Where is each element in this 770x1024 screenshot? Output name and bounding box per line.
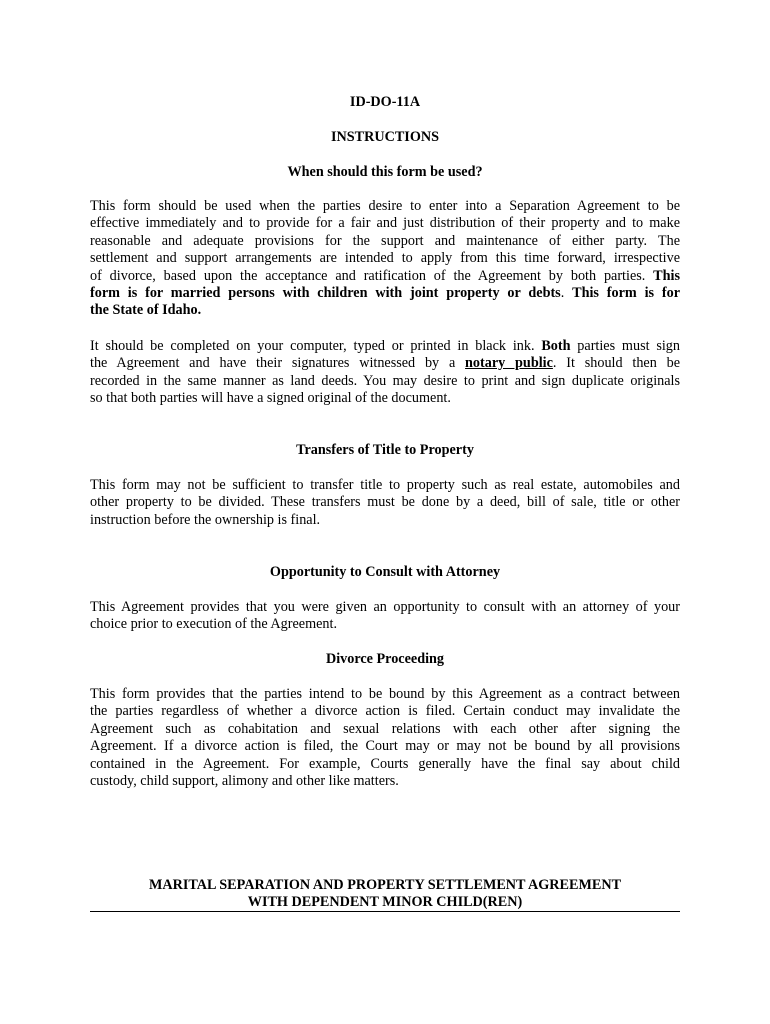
attorney-line: choice prior to execution of the Agreement. [90,616,338,633]
completion-line: so that both parties will have a signed original of the document. [90,390,451,407]
agreement-title-line2: WITH DEPENDENT MINOR CHILD(REN) [247,894,523,910]
intro-line: the State of Idaho. [90,302,202,319]
instructions-title: INSTRUCTIONS [330,129,439,145]
completion-line: the Agreement and have their signatures witnessed by a notary public. It should then be [90,355,680,372]
completion-paragraph [90,338,680,408]
divorce-line: custody, child support, alimony and other like matters. [90,773,399,790]
form-code: ID-DO-11A [349,94,421,110]
divorce-paragraph [90,686,680,790]
notary-public-term: notary public [465,355,553,372]
transfers-line: other property to be divided. These transfers must be done by a deed, bill of sale, title or other [90,494,680,511]
attorney-line: This Agreement provides that you were given an opportunity to consult with an attorney of your [90,599,680,615]
title-underline-rule [90,911,680,912]
divorce-line: This form provides that the parties intend to be bound by this Agreement as a contract between [90,686,680,702]
divorce-line: Agreement. If a divorce action is filed, the Court may or may not be bound by all provisions [90,738,680,755]
agreement-title [90,877,680,911]
intro-line: This form should be used when the parties desire to enter into a Separation Agreement to be [90,198,680,214]
divorce-line: the parties regardless of whether a divorce action is filed. Certain conduct may invalidate the [90,703,680,720]
completion-line: recorded in the same manner as land deeds. You may desire to print and sign duplicate originals [90,372,680,389]
transfers-paragraph [90,477,680,529]
transfers-heading: Transfers of Title to Property [296,442,474,458]
intro-line: settlement and support arrangements are intended to apply from this time forward, irrespective [90,250,680,267]
when-used-heading: When should this form be used? [287,164,483,180]
intro-paragraph [90,198,680,320]
attorney-heading: Opportunity to Consult with Attorney [269,564,501,580]
agreement-title-line1: MARITAL SEPARATION AND PROPERTY SETTLEMENT AGREEMENT [148,877,622,893]
transfers-line: instruction before the ownership is final. [90,511,321,528]
intro-line: of divorce, based upon the acceptance and ratification of the Agreement by both parties. This [90,267,680,284]
intro-line: effective immediately and to provide for a fair and just distribution of their property and to make [90,215,680,232]
divorce-line: Agreement such as cohabitation and sexual relations with each other after signing the [90,720,680,737]
transfers-line: This form may not be sufficient to transfer title to property such as real estate, automobiles and [90,477,680,493]
divorce-line: contained in the Agreement. For example, Courts generally have the final say about child [90,755,680,772]
divorce-heading: Divorce Proceeding [325,651,445,667]
completion-line: It should be completed on your computer, typed or printed in black ink. Both parties must sign [90,338,680,354]
attorney-paragraph [90,599,680,634]
intro-line: reasonable and adequate provisions for the support and maintenance of either party. The [90,232,680,249]
intro-line: form is for married persons with children with joint property or debts. This form is for [90,285,681,302]
